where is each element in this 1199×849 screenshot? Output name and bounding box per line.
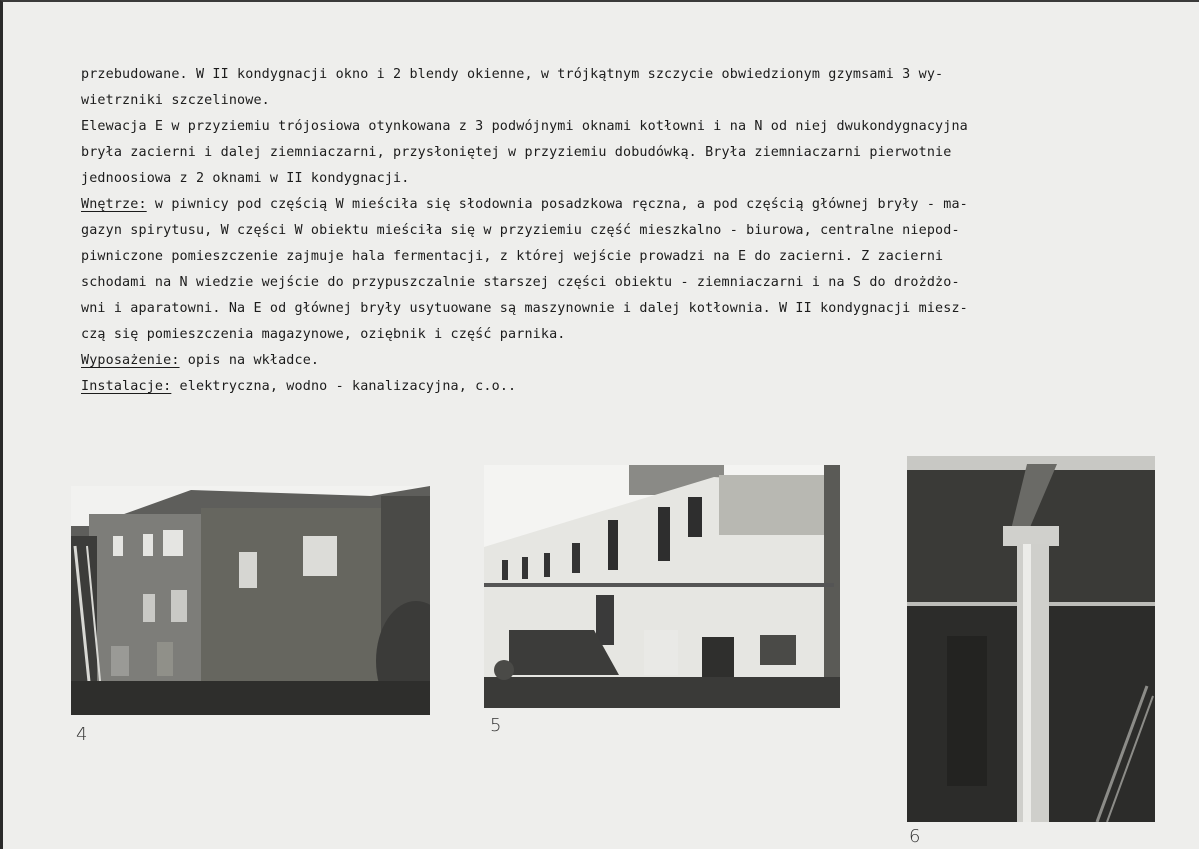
photo-5-caption: 5 <box>490 715 502 736</box>
photo-5 <box>484 465 840 708</box>
photo-4 <box>71 486 430 715</box>
instalacje-line <box>81 374 1193 400</box>
text-line: Elewacja E w przyziemiu trójosiowa otynkowana z 3 podwójnymi oknami kotłowni i na N od niej dwukondygnacyjna <box>81 119 968 134</box>
text-line: czą się pomieszczenia magazynowe, oziębnik i część parnika. <box>81 327 566 342</box>
text-line: schodami na N wiedzie wejście do przypuszczalnie starszej części obiektu - ziemniaczarni i na S do drożdżo- <box>81 275 960 290</box>
wnetrze-heading: Wnętrze: <box>81 197 147 212</box>
text-line: przebudowane. W II kondygnacji okno i 2 blendy okienne, w trójkątnym szczycie obwiedzionym gzymsami 3 wy- <box>81 67 944 82</box>
wyposazenie-heading: Wyposażenie: <box>81 353 180 368</box>
text-fragment: w piwnicy pod częścią W mieściła się słodownia posadzkowa ręczna, a pod częścią głównej bryły - ma- <box>146 197 968 212</box>
instalacje-heading: Instalacje: <box>81 379 172 394</box>
text-line: jednoosiowa z 2 oknami w II kondygnacji. <box>81 171 410 186</box>
document-text <box>81 62 1193 400</box>
text-line: piwniczone pomieszczenie zajmuje hala fermentacji, z której wejście prowadzi na E do zacierni. Z zacierni <box>81 249 944 264</box>
text-fragment: opis na wkładce. <box>179 353 320 368</box>
text-line: gazyn spirytusu, W części W obiektu mieściła się w przyziemiu część mieszkalno - biurowa, centralne niepod- <box>81 223 960 238</box>
photo-4-caption: 4 <box>76 724 88 745</box>
photo-6 <box>907 456 1155 822</box>
wnetrze-first-line <box>81 192 1193 218</box>
text-line: wietrzniki szczelinowe. <box>81 93 270 108</box>
text-line: bryła zacierni i dalej ziemniaczarni, przysłoniętej w przyziemiu dobudówką. Bryła ziemniaczarni pierwotnie <box>81 145 952 160</box>
text-line: wni i aparatowni. Na E od głównej bryły usytuowane są maszynownie i dalej kotłownia. W II kondygnacji miesz- <box>81 301 968 316</box>
photo-6-caption: 6 <box>909 826 921 847</box>
text-fragment: elektryczna, wodno - kanalizacyjna, c.o.. <box>171 379 517 394</box>
wyposazenie-line <box>81 348 1193 374</box>
